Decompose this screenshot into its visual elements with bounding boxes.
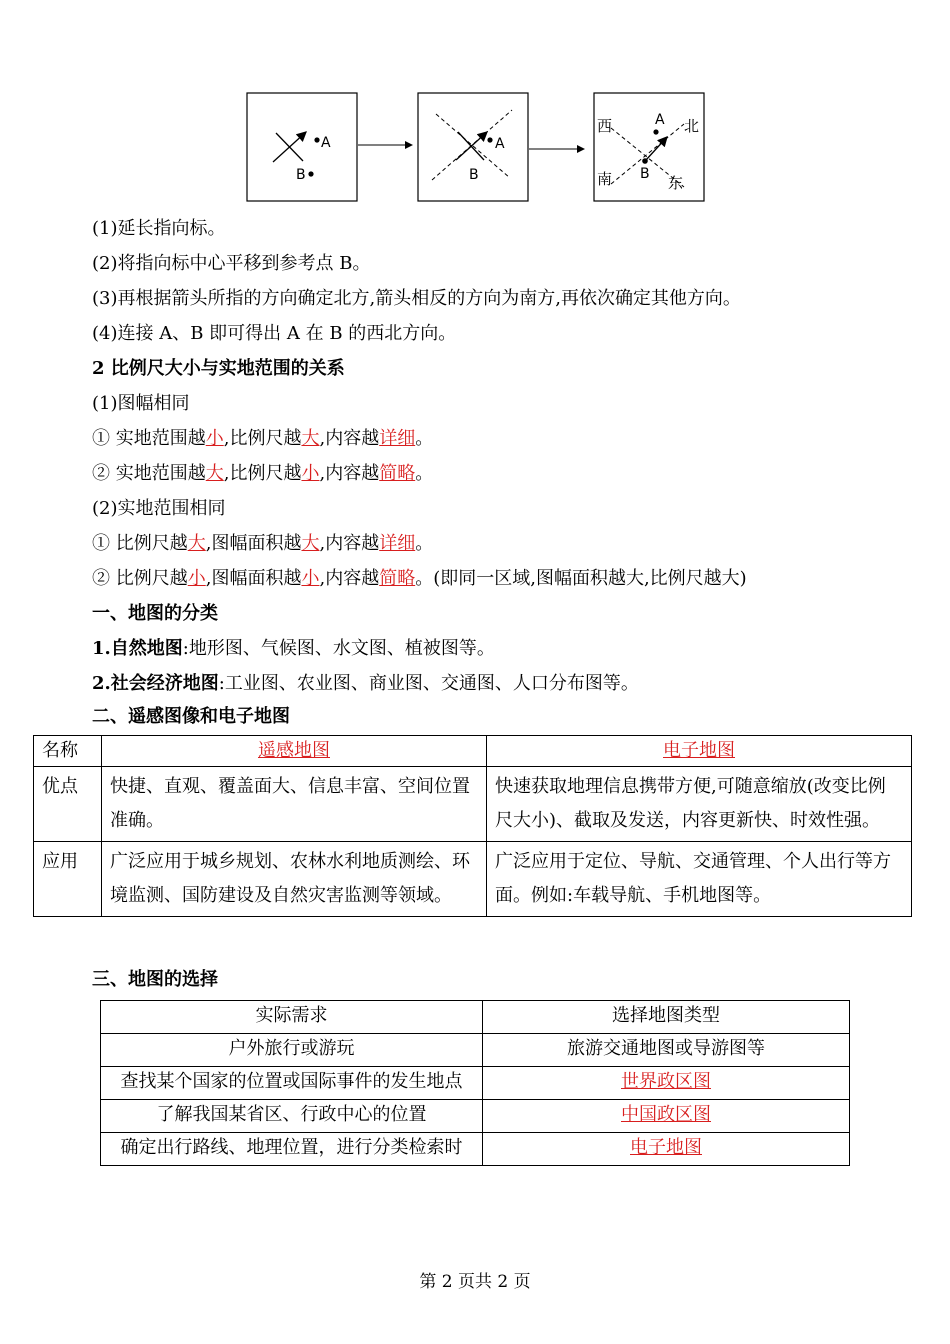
table-cell: 选择地图类型 bbox=[483, 1001, 850, 1034]
map-type-socioeconomic: 2.社会经济地图:工业图、农业图、商业图、交通图、人口分布图等。 bbox=[92, 673, 639, 694]
compass-cross-1 bbox=[276, 133, 303, 161]
direction-figure bbox=[246, 92, 708, 204]
table-cell: 世界政区图 bbox=[483, 1067, 850, 1100]
table-cell: 快速获取地理信息携带方便,可随意缩放(改变比例尺大小)、截取及发送，内容更新快、时效性强。 bbox=[487, 767, 912, 842]
panel-2 bbox=[418, 93, 528, 201]
table-cell: 查找某个国家的位置或国际事件的发生地点 bbox=[101, 1067, 483, 1100]
label-b-3: B bbox=[640, 166, 650, 182]
map-selection-table bbox=[100, 1000, 850, 1166]
table-cell: 优点 bbox=[34, 767, 102, 842]
label-north: 北 bbox=[684, 117, 700, 135]
answer-blank: 大 bbox=[187, 533, 206, 554]
answer-blank: 小 bbox=[205, 428, 224, 449]
table-cell: 中国政区图 bbox=[483, 1100, 850, 1133]
section-2-heading: 二、遥感图像和电子地图 bbox=[92, 706, 290, 727]
table-cell: 电子地图 bbox=[487, 736, 912, 767]
panel-1 bbox=[247, 93, 357, 201]
label-west: 西 bbox=[597, 117, 613, 135]
step-2: (2)将指向标中心平移到参考点 B。 bbox=[92, 253, 371, 274]
table-cell: 广泛应用于定位、导航、交通管理、个人出行等方面。例如:车载导航、手机地图等。 bbox=[487, 842, 912, 917]
label-a-3: A bbox=[655, 112, 665, 128]
scale-sub-2: (2)实地范围相同 bbox=[92, 498, 226, 519]
table-cell: 遥感地图 bbox=[102, 736, 487, 767]
step-3: (3)再根据箭头所指的方向确定北方,箭头相反的方向为南方,再依次确定其他方向。 bbox=[92, 288, 741, 309]
answer-blank: 大 bbox=[301, 428, 320, 449]
table-cell: 确定出行路线、地理位置，进行分类检索时 bbox=[101, 1133, 483, 1166]
point-a-1 bbox=[314, 137, 319, 142]
compass-cross-2 bbox=[458, 132, 484, 160]
comparison-table bbox=[33, 735, 912, 917]
point-a-2 bbox=[487, 137, 492, 142]
label-b-1: B bbox=[296, 167, 306, 183]
section-3-heading: 三、地图的选择 bbox=[92, 969, 218, 990]
direction-diagram bbox=[246, 92, 708, 204]
answer-blank: 详细 bbox=[379, 428, 416, 449]
table-row bbox=[101, 1133, 850, 1166]
a-b-connector bbox=[646, 137, 667, 160]
answer-blank: 简略 bbox=[379, 463, 416, 484]
answer-blank: 简略 bbox=[379, 568, 416, 589]
table-cell: 快捷、直观、覆盖面大、信息丰富、空间位置准确。 bbox=[102, 767, 487, 842]
section-1-heading: 一、地图的分类 bbox=[92, 603, 218, 624]
answer-blank: 详细 bbox=[379, 533, 416, 554]
page-footer: 第 2 页共 2 页 bbox=[419, 1272, 531, 1292]
table-cell: 户外旅行或游玩 bbox=[101, 1034, 483, 1067]
table-cell: 名称 bbox=[34, 736, 102, 767]
label-south: 南 bbox=[597, 170, 613, 188]
answer-blank: 小 bbox=[301, 463, 320, 484]
label-b-2: B bbox=[469, 167, 479, 183]
table-row bbox=[101, 1100, 850, 1133]
scale-sub-1: (1)图幅相同 bbox=[92, 393, 190, 414]
point-b-1 bbox=[308, 171, 313, 176]
table-row bbox=[101, 1067, 850, 1100]
table-header-row bbox=[34, 736, 912, 767]
map-type-natural: 1.自然地图:地形图、气候图、水文图、植被图等。 bbox=[92, 638, 495, 659]
label-a-1: A bbox=[321, 135, 331, 151]
table-header-row bbox=[101, 1001, 850, 1034]
point-b-3 bbox=[642, 158, 648, 164]
table-cell: 广泛应用于城乡规划、农林水利地质测绘、环境监测、国防建设及自然灾害监测等领域。 bbox=[102, 842, 487, 917]
table-cell: 电子地图 bbox=[483, 1133, 850, 1166]
scale-rule-3: ① 比例尺越大,图幅面积越大,内容越详细。 bbox=[92, 533, 434, 554]
label-east: 东 bbox=[668, 174, 684, 192]
point-a-3 bbox=[653, 129, 658, 134]
table-row bbox=[101, 1034, 850, 1067]
step-1: (1)延长指向标。 bbox=[92, 218, 226, 239]
answer-blank: 大 bbox=[205, 463, 224, 484]
table-cell: 了解我国某省区、行政中心的位置 bbox=[101, 1100, 483, 1133]
table-row bbox=[34, 767, 912, 842]
step-4: (4)连接 A、B 即可得出 A 在 B 的西北方向。 bbox=[92, 323, 457, 344]
scale-rule-4: ② 比例尺越小,图幅面积越小,内容越简略。(即同一区域,图幅面积越大,比例尺越大) bbox=[92, 568, 747, 589]
answer-blank: 小 bbox=[301, 568, 320, 589]
answer-blank: 大 bbox=[301, 533, 320, 554]
label-a-2: A bbox=[495, 136, 505, 152]
scale-heading: 2 比例尺大小与实地范围的关系 bbox=[92, 358, 345, 379]
answer-blank: 小 bbox=[187, 568, 206, 589]
scale-rule-1: ① 实地范围越小,比例尺越大,内容越详细。 bbox=[92, 428, 434, 449]
table-cell: 旅游交通地图或导游图等 bbox=[483, 1034, 850, 1067]
scale-rule-2: ② 实地范围越大,比例尺越小,内容越简略。 bbox=[92, 463, 434, 484]
table-cell: 实际需求 bbox=[101, 1001, 483, 1034]
table-row bbox=[34, 842, 912, 917]
table-cell: 应用 bbox=[34, 842, 102, 917]
